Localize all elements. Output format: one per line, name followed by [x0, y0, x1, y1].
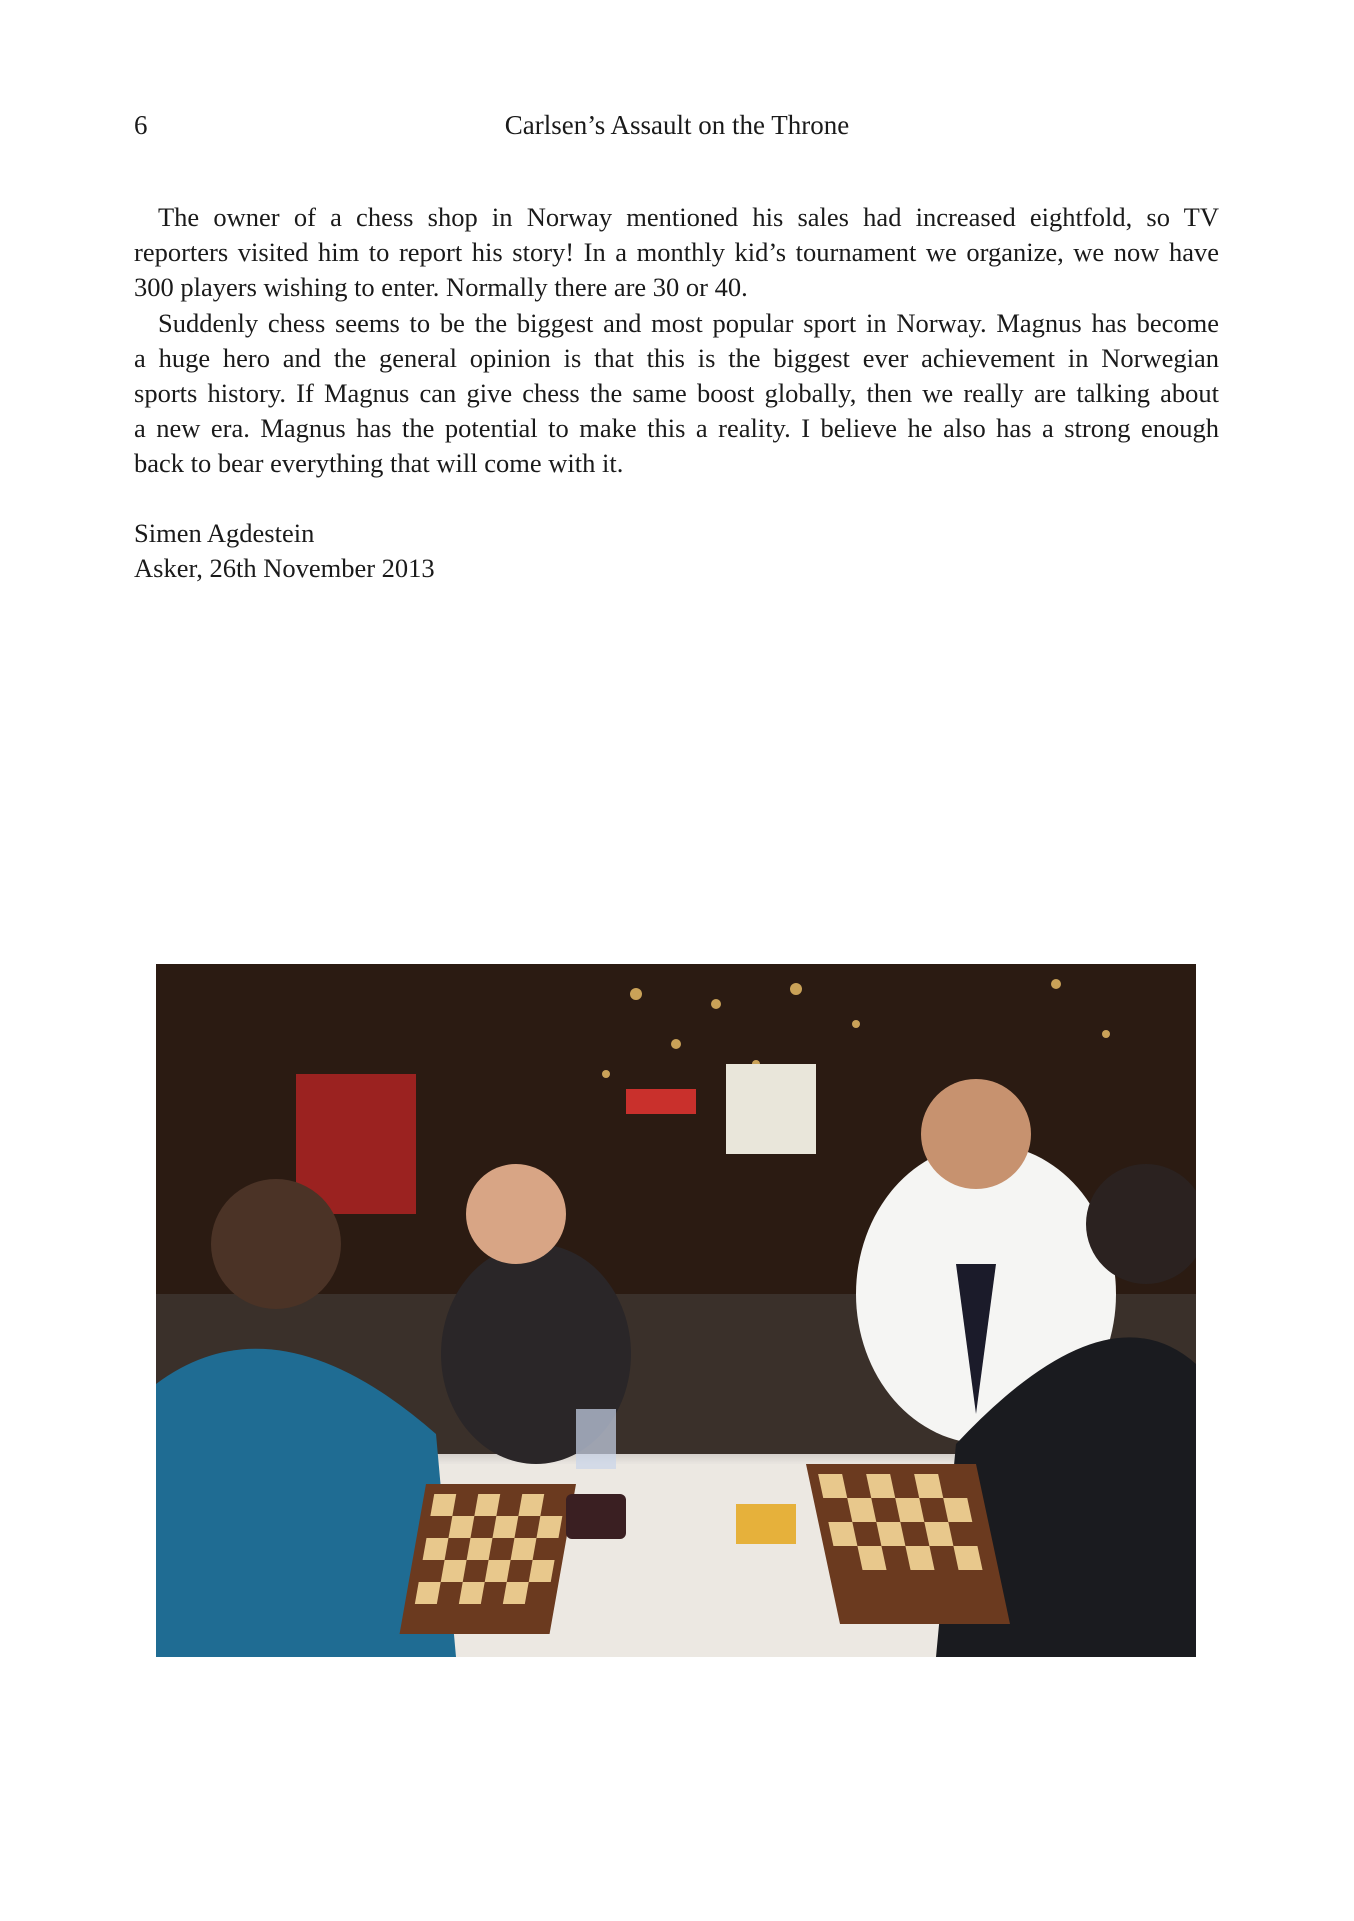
text-line: The owner of a chess shop in Norway mentioned his sales had increased eightfold, so TV — [158, 202, 1219, 232]
chess-tournament-photo — [156, 964, 1196, 1657]
text-line: back to bear everything that will come with it. — [134, 448, 624, 479]
text-line: a new era. Magnus has the potential to make this a reality. I believe he also has a strong enough — [134, 413, 1219, 444]
text-line: reporters visited him to report his story! In a monthly kid’s tournament we organize, we now have — [134, 237, 1219, 268]
text-line: 300 players wishing to enter. Normally there are 30 or 40. — [134, 272, 748, 303]
signature-name: Simen Agdestein — [134, 518, 315, 548]
text-line: sports history. If Magnus can give chess the same boost globally, then we really are talking about — [134, 377, 1219, 408]
text-line: Suddenly chess seems to be the biggest and most popular sport in Norway. Magnus has become — [158, 307, 1219, 338]
running-title: Carlsen’s Assault on the Throne — [504, 110, 850, 140]
signature — [134, 516, 435, 586]
page-number: 6 — [134, 110, 148, 140]
signature-place-date: Asker, 26th November 2013 — [134, 553, 435, 584]
photo-illustration — [156, 964, 1196, 1657]
body-text — [134, 200, 1219, 482]
text-line: a huge hero and the general opinion is that this is the biggest ever achievement in Norwegian — [134, 342, 1219, 373]
